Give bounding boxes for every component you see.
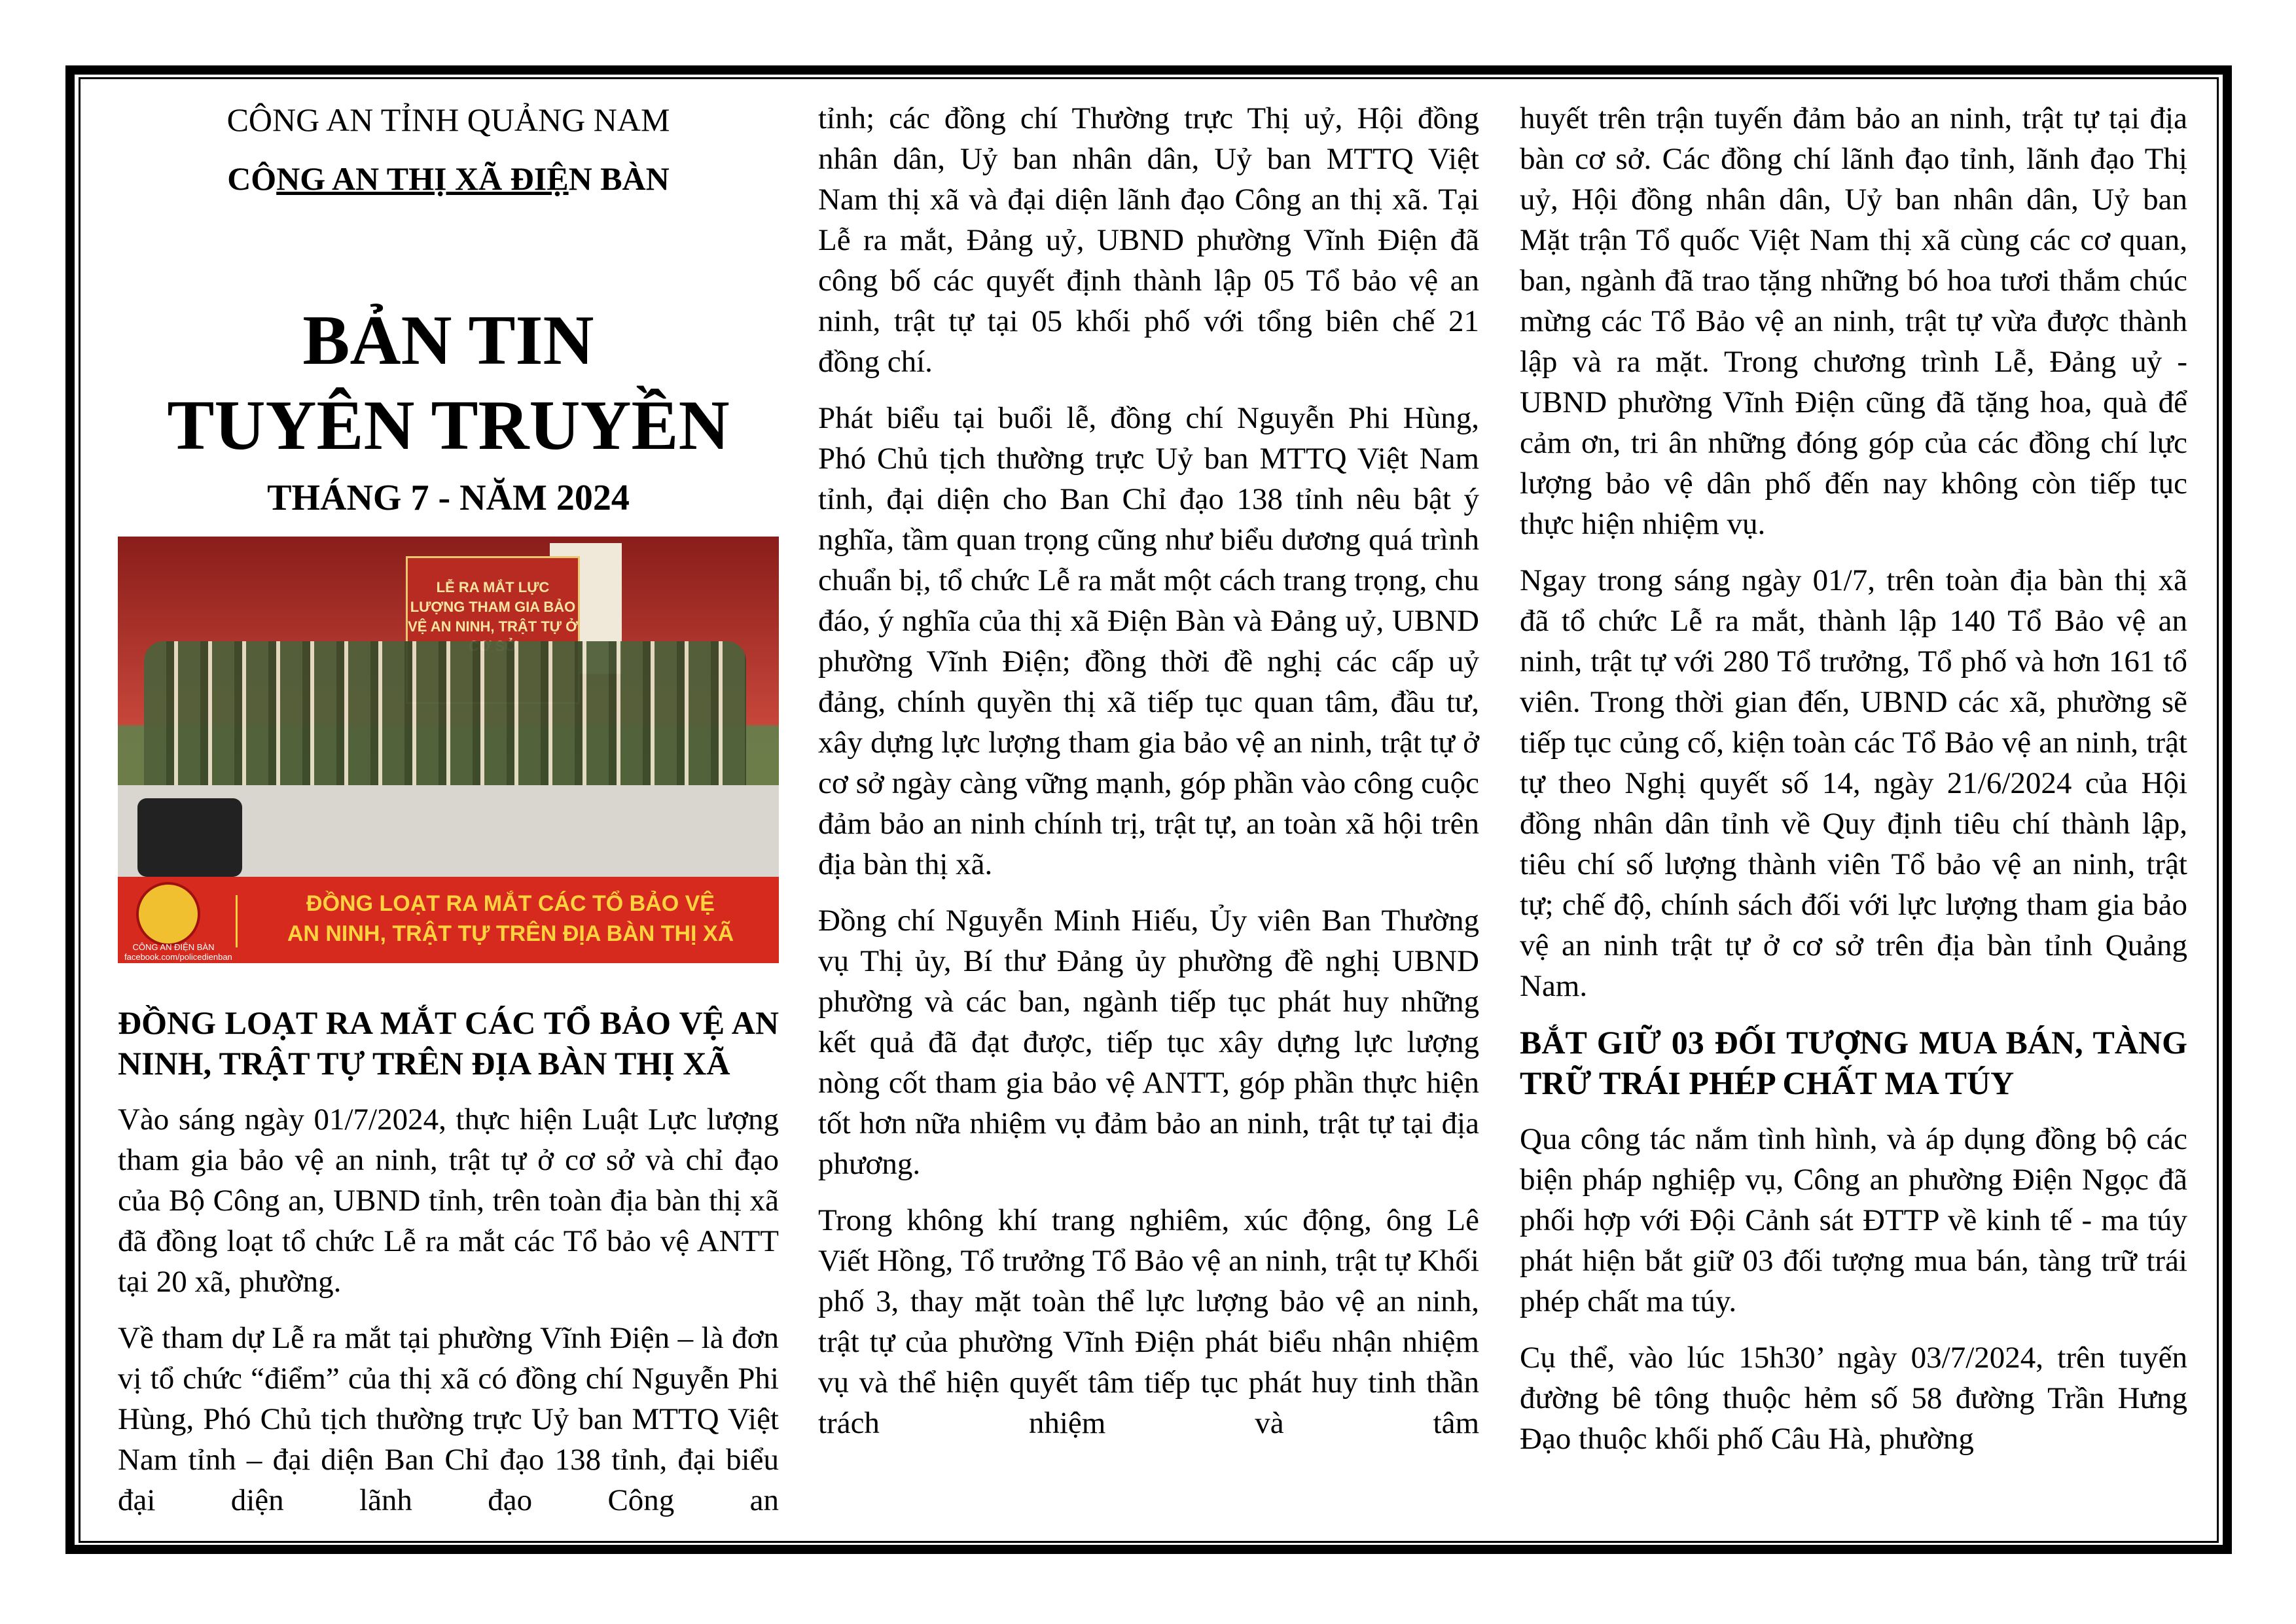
photo-people: [144, 641, 746, 785]
org-line-province: CÔNG AN TỈNH QUẢNG NAM: [226, 101, 670, 138]
org-line-district: [118, 157, 779, 200]
org-line-district-pre: CÔ: [227, 160, 277, 197]
photo-caption: [255, 889, 766, 949]
column-left: [118, 98, 779, 1536]
article1-paragraph-5-cont: huyết trên trận tuyến đảm bảo an ninh, trật tự tại địa bàn cơ sở. Các đồng chí lãnh đạo tỉnh, lãnh đạo Thị uỷ, Hội đồng nhân dân, Uỷ ban nhân dân, Uỷ ban Mặt trận Tổ quốc Việt Nam thị xã cùng các cơ quan, ban, ngành đã trao tặng những bó hoa tươi thắm chúc mừng các Tổ Bảo vệ an ninh, trật tự vừa được thành lập và ra mặt. Trong chương trình Lễ, Đảng uỷ - UBND phường Vĩnh Điện cũng đã tặng hoa, quà để cảm ơn, tri ân những đóng góp của các đồng chí lực lượng bảo vệ dân phố đến nay không còn tiếp tục thực hiện nhiệm vụ.: [1520, 101, 2187, 541]
article1-paragraph-4: Đồng chí Nguyễn Minh Hiếu, Ủy viên Ban Thường vụ Thị ủy, Bí thư Đảng ủy phường đề nghị UBND phường và các ban, ngành tiếp tục phát huy những kết quả đã đạt được, tiếp tục xây dựng lực lượng nòng cốt tham gia bảo vệ ANTT, góp phần thực hiện tốt hơn nữa nhiệm vụ đảm bảo an ninh, trật tự tại địa phương.: [818, 904, 1479, 1181]
photo-caption-line-1: ĐỒNG LOẠT RA MẮT CÁC TỔ BẢO VỆ: [306, 891, 715, 916]
article1-paragraph-6: Ngay trong sáng ngày 01/7, trên toàn địa bàn thị xã đã tổ chức Lễ ra mắt, thành lập 140 Tổ Bảo vệ an ninh, trật tự với 280 Tổ trưởng, Tổ phố và hơn 161 tổ viên. Trong thời gian đến, UBND các xã, phường sẽ tiếp tục củng cố, kiện toàn các Tổ Bảo vệ an ninh, trật tự theo Nghị quyết số 14, ngày 21/6/2024 của Hội đồng nhân dân tỉnh về Quy định tiêu chí thành lập, tiêu chí số lượng thành viên Tổ bảo vệ an ninh, trật tự; chế độ, chính sách đối với lực lượng tham gia bảo vệ an ninh trật tự ở cơ sở trên địa bàn tỉnh Quảng Nam.: [1520, 563, 2187, 1003]
article1-paragraph-5: Trong không khí trang nghiêm, xúc động, ông Lê Viết Hồng, Tổ trưởng Tổ Bảo vệ an ninh, trật tự Khối phố 3, thay mặt toàn thể lực lượng bảo vệ an ninh, trật tự của phường Vĩnh Điện phát biểu nhận nhiệm vụ và thể hiện quyết tâm tiếp tục phát huy tinh thần trách nhiệm và tâm: [818, 1203, 1479, 1440]
photo-banner-text: LỄ RA MẮT LỰC LƯỢNG THAM GIA BẢO VỆ AN NINH, TRẬT TỰ Ở: [408, 579, 578, 635]
newsletter-title: [118, 298, 779, 468]
photo-caption-line-2: AN NINH, TRẬT TỰ TRÊN ĐỊA BÀN THỊ XÃ: [287, 921, 734, 946]
photo-emblem-text: CÔNG AN ĐIỆN BÀN facebook.com/policedienban: [124, 942, 232, 962]
police-emblem-icon: [136, 882, 200, 946]
caption-separator: [236, 895, 238, 947]
article1-paragraph-2: Về tham dự Lễ ra mắt tại phường Vĩnh Điện – là đơn vị tổ chức “điểm” của thị xã có đồng chí Nguyễn Phi Hùng, Phó Chủ tịch thường trực Uỷ ban MTTQ Việt Nam tỉnh – đại diện Ban Chỉ đạo 138 tỉnh, đại biểu đại diện lãnh đạo Công an: [118, 1321, 779, 1517]
article2-paragraph-2: Cụ thể, vào lúc 15h30’ ngày 03/7/2024, trên tuyến đường bê tông thuộc hẻm số 58 đường Trần Hưng Đạo thuộc khối phố Câu Hà, phường: [1520, 1341, 2187, 1456]
article2-heading: BẮT GIỮ 03 ĐỐI TƯỢNG MUA BÁN, TÀNG TRỮ TRÁI PHÉP CHẤT MA TÚY: [1520, 1024, 2187, 1101]
event-photo: [118, 537, 779, 963]
article2-paragraph-1: Qua công tác nắm tình hình, và áp dụng đồng bộ các biện pháp nghiệp vụ, Công an phường Điện Ngọc đã phối hợp với Đội Cảnh sát ĐTTP về kinh tế - ma túy phát hiện bắt giữ 03 đối tượng mua bán, tàng trữ trái phép chất ma túy.: [1520, 1122, 2187, 1318]
article1-paragraph-1: Vào sáng ngày 01/7/2024, thực hiện Luật Lực lượng tham gia bảo vệ an ninh, trật tự ở cơ sở và chỉ đạo của Bộ Công an, UBND tỉnh, trên toàn địa bàn thị xã đã đồng loạt tổ chức Lễ ra mắt các Tổ bảo vệ ANTT tại 20 xã, phường.: [118, 1103, 779, 1299]
title-line-1: BẢN TIN: [302, 302, 594, 380]
article1-paragraph-3: Phát biểu tại buổi lễ, đồng chí Nguyễn Phi Hùng, Phó Chủ tịch thường trực Uỷ ban MTTQ Việt Nam tỉnh, đại diện cho Ban Chỉ đạo 138 tỉnh nêu bật ý nghĩa, tầm quan trọng cũng như biểu dương quá trình chuẩn bị, tổ chức Lễ ra mắt một cách trang trọng, chu đáo, ý nghĩa của thị xã Điện Bàn và Đảng uỷ, UBND phường Vĩnh Điện; đồng thời đề nghị các cấp uỷ đảng, chính quyền thị xã tiếp tục quan tâm, đầu tư, xây dựng lực lượng tham gia bảo vệ an ninh, trật tự ở cơ sở ngày càng vững mạnh, góp phần vào công cuộc đảm bảo an ninh chính trị, trật tự, an toàn xã hội trên địa bàn thị xã.: [818, 401, 1479, 881]
column-middle: [818, 98, 1479, 1459]
column-right: [1520, 98, 2187, 1475]
org-line-district-underlined: NG AN THỊ XÃ ĐIỆ: [276, 160, 569, 197]
issue-date: THÁNG 7 - NĂM 2024: [267, 478, 630, 518]
camera-icon: [137, 798, 242, 877]
org-line-district-post: N BÀN: [568, 160, 670, 197]
title-line-2: TUYÊN TRUYỀN: [167, 387, 730, 465]
article1-heading: ĐỒNG LOẠT RA MẮT CÁC TỔ BẢO VỆ AN NINH, TRẬT TỰ TRÊN ĐỊA BÀN THỊ XÃ: [118, 1004, 779, 1082]
article1-paragraph-2-cont: tỉnh; các đồng chí Thường trực Thị uỷ, Hội đồng nhân dân, Uỷ ban nhân dân, Uỷ ban MTTQ Việt Nam thị xã và đại diện lãnh đạo Công an thị xã. Tại Lễ ra mắt, Đảng uỷ, UBND phường Vĩnh Điện đã công bố các quyết định thành lập 05 Tổ bảo vệ an ninh, trật tự tại 05 khối phố với tổng biên chế 21 đồng chí.: [818, 101, 1479, 379]
photo-caption-bar: [118, 877, 779, 963]
